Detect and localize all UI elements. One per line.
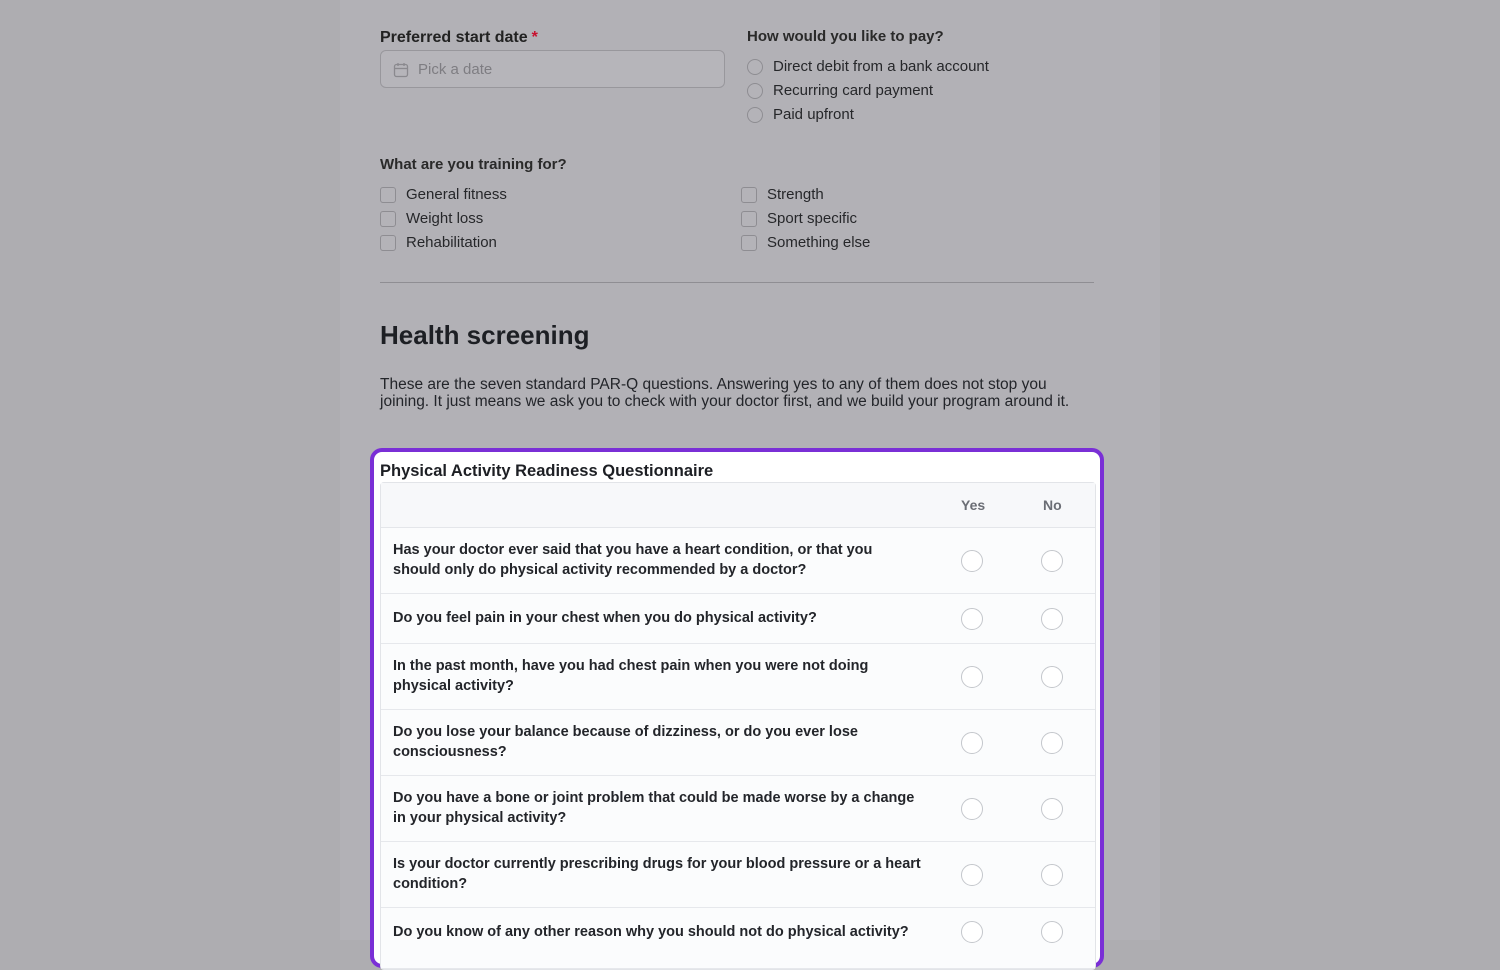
training-option-label: Something else xyxy=(767,234,871,251)
parq-question-text: Do you lose your balance because of dizziness, or do you ever lose consciousness? xyxy=(393,724,858,760)
start-date-label xyxy=(380,29,538,47)
parq-yes-radio[interactable] xyxy=(961,666,983,688)
training-option-label: Weight loss xyxy=(406,210,484,227)
parq-table xyxy=(380,482,1096,970)
training-option-label: Strength xyxy=(767,186,824,203)
parq-question-text: Do you know of any other reason why you should not do physical activity? xyxy=(393,924,909,940)
training-option-label: Sport specific xyxy=(767,210,858,227)
payment-label: How would you like to pay? xyxy=(747,28,944,45)
parq-yes-radio[interactable] xyxy=(961,732,983,754)
parq-no-radio[interactable] xyxy=(1041,666,1063,688)
payment-option-label: Direct debit from a bank account xyxy=(773,58,989,75)
parq-question-text: Is your doctor currently prescribing drugs for your blood pressure or a heart condition? xyxy=(393,856,921,892)
training-checkbox[interactable] xyxy=(380,187,396,203)
parq-yes-radio[interactable] xyxy=(961,864,983,886)
parq-question-text: Do you feel pain in your chest when you do physical activity? xyxy=(393,610,817,626)
parq-no-radio[interactable] xyxy=(1041,550,1063,572)
start-date-placeholder: Pick a date xyxy=(418,61,493,78)
parq-rows xyxy=(381,528,1095,969)
parq-question-text: In the past month, have you had chest pain when you were not doing physical activity? xyxy=(393,658,869,694)
start-date-label-text: Preferred start date xyxy=(380,29,528,46)
parq-no-radio[interactable] xyxy=(1041,864,1063,886)
parq-question-row xyxy=(381,528,1095,594)
parq-question-row xyxy=(381,776,1095,842)
column-no: No xyxy=(1043,497,1062,513)
training-label: What are you training for? xyxy=(380,156,567,173)
parq-question-row xyxy=(381,594,1095,644)
parq-question-row xyxy=(381,644,1095,710)
training-option-label: General fitness xyxy=(406,186,507,203)
required-mark: * xyxy=(531,29,538,46)
health-screening-intro: These are the seven standard PAR-Q questions. Answering yes to any of them does not stop you joining. It just means we ask you to check with your doctor first, and we build your program around it. xyxy=(380,376,1070,410)
training-checkbox[interactable] xyxy=(741,211,757,227)
training-checkbox[interactable] xyxy=(380,211,396,227)
parq-yes-radio[interactable] xyxy=(961,798,983,820)
parq-yes-radio[interactable] xyxy=(961,550,983,572)
payment-option-label: Recurring card payment xyxy=(773,82,934,99)
training-option-label: Rehabilitation xyxy=(406,234,497,251)
start-date-input[interactable] xyxy=(380,50,725,88)
parq-question-row xyxy=(381,842,1095,908)
parq-question-row xyxy=(381,710,1095,776)
payment-option-label: Paid upfront xyxy=(773,106,854,123)
section-divider xyxy=(380,282,1094,283)
health-screening-heading: Health screening xyxy=(380,320,590,350)
parq-card xyxy=(370,448,1104,968)
parq-yes-radio[interactable] xyxy=(961,608,983,630)
parq-no-radio[interactable] xyxy=(1041,798,1063,820)
calendar-icon xyxy=(393,62,409,78)
parq-question-text: Do you have a bone or joint problem that could be made worse by a change in your physical activity? xyxy=(393,790,915,826)
training-checkbox[interactable] xyxy=(741,235,757,251)
parq-question-text: Has your doctor ever said that you have a heart condition, or that you should only do physical activity recommended by a doctor? xyxy=(393,542,873,578)
parq-no-radio[interactable] xyxy=(1041,608,1063,630)
training-checkbox[interactable] xyxy=(741,187,757,203)
parq-title: Physical Activity Readiness Questionnaire xyxy=(380,462,714,480)
parq-no-radio[interactable] xyxy=(1041,732,1063,754)
parq-question-row xyxy=(381,908,1095,969)
column-yes: Yes xyxy=(961,497,986,513)
payment-radio[interactable] xyxy=(747,83,763,99)
payment-radio[interactable] xyxy=(747,107,763,123)
parq-table-header xyxy=(381,483,1095,528)
payment-radio[interactable] xyxy=(747,59,763,75)
training-checkbox[interactable] xyxy=(380,235,396,251)
